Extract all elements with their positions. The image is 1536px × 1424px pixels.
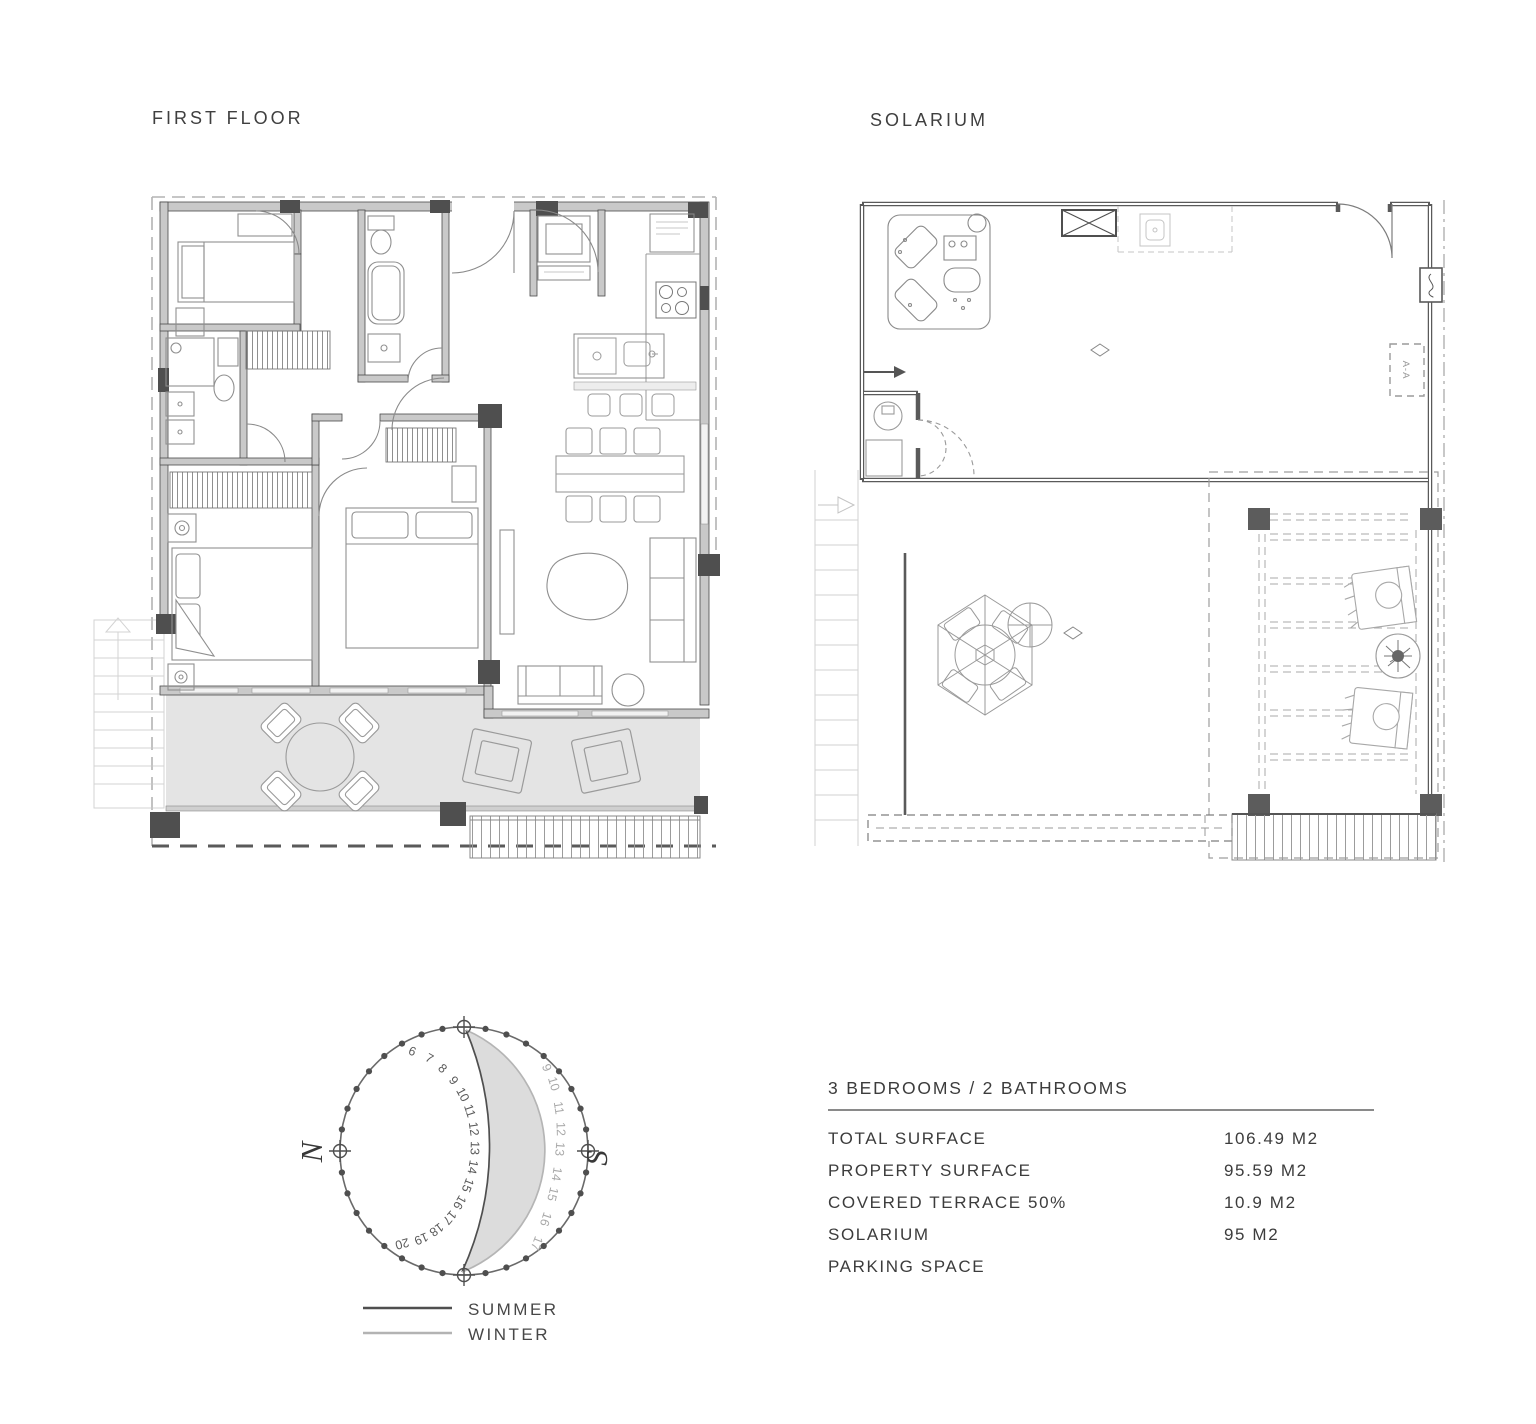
spec-row-value: 10.9 M2 <box>1224 1193 1297 1212</box>
spec-row-value: 106.49 M2 <box>1224 1129 1319 1148</box>
sun-hour-label-summer: 19 <box>412 1229 431 1248</box>
bed-icon <box>176 214 294 336</box>
sun-hour-label-winter: 13 <box>552 1141 568 1157</box>
stairs-icon <box>815 470 858 846</box>
solarium-title: SOLARIUM <box>870 110 989 130</box>
sun-hour-label-summer: 13 <box>467 1140 482 1156</box>
spec-row-label: PARKING SPACE <box>828 1257 986 1276</box>
sun-hour-label-winter: 15 <box>544 1185 562 1203</box>
bathroom-icon <box>368 216 404 362</box>
dining-table-icon <box>556 428 684 522</box>
section-marker <box>1390 344 1424 396</box>
section-marker-label: A-A <box>1400 360 1411 380</box>
sun-dot <box>583 1169 589 1175</box>
sun-dot <box>354 1086 360 1092</box>
winter-legend-label: WINTER <box>468 1325 551 1344</box>
sun-hour-label-summer: 11 <box>461 1102 479 1120</box>
sun-dot <box>568 1086 574 1092</box>
sun-hour-label-summer: 20 <box>393 1235 411 1253</box>
sofa-icon <box>650 538 696 662</box>
sun-dot <box>583 1126 589 1132</box>
entry-gap <box>452 201 514 212</box>
spec-row-value: 95.59 M2 <box>1224 1161 1308 1180</box>
sun-hour-label-summer: 16 <box>450 1192 470 1212</box>
pergola <box>1209 472 1442 858</box>
sun-diagram <box>294 1016 614 1344</box>
sun-dot <box>419 1264 425 1270</box>
sun-hour-label-winter: 10 <box>544 1075 563 1093</box>
sun-dot <box>541 1053 547 1059</box>
sun-hour-label-summer: 6 <box>406 1043 419 1060</box>
side-table-icon <box>612 674 644 706</box>
north-label: N <box>294 1141 329 1163</box>
sun-hour-label-summer: 18 <box>426 1219 447 1240</box>
bed-icon <box>168 514 312 690</box>
door-arc <box>1338 204 1392 258</box>
spec-row <box>828 1187 1374 1219</box>
sun-hour-label-winter: 9 <box>538 1061 555 1074</box>
terrace-rail <box>166 806 702 811</box>
sun-hour-label-winter: 14 <box>548 1166 565 1183</box>
spec-table-rows <box>828 1123 1374 1283</box>
sun-hour-label-winter: 12 <box>553 1121 568 1137</box>
kitchen-icons <box>574 214 700 420</box>
sun-dot <box>503 1031 509 1037</box>
spec-row-label: COVERED TERRACE 50% <box>828 1193 1067 1212</box>
bathroom-icon <box>166 338 238 444</box>
sun-hour-label-summer: 14 <box>464 1158 481 1176</box>
solarium-plan <box>815 200 1444 862</box>
washer-icon <box>538 216 590 280</box>
sun-hour-label-summer: 12 <box>465 1121 482 1137</box>
sun-hour-label-winter: 17 <box>527 1234 546 1253</box>
sun-dot <box>568 1210 574 1216</box>
deck-steps-icon <box>1232 814 1436 860</box>
bed-icon <box>346 466 478 648</box>
hex-table-icon <box>938 595 1052 715</box>
living-room-icons <box>500 530 696 706</box>
plant-icon <box>1376 634 1420 678</box>
sun-dot <box>344 1190 350 1196</box>
sun-dot <box>354 1210 360 1216</box>
first-floor-plan <box>94 197 720 858</box>
spec-row-value: 95 M2 <box>1224 1225 1280 1244</box>
sun-dot <box>381 1053 387 1059</box>
markers <box>864 344 1109 639</box>
first-floor-title: FIRST FLOOR <box>152 108 304 128</box>
sun-dot <box>366 1068 372 1074</box>
sun-hour-label-summer: 7 <box>422 1050 436 1067</box>
spec-row-label: TOTAL SURFACE <box>828 1129 987 1148</box>
sun-dot <box>482 1270 488 1276</box>
armchair-icon <box>547 553 628 620</box>
sun-dot <box>556 1228 562 1234</box>
sun-dot <box>577 1190 583 1196</box>
sun-hour-label-summer: 8 <box>435 1060 450 1076</box>
spec-row-label: SOLARIUM <box>828 1225 930 1244</box>
sun-dot <box>339 1126 345 1132</box>
stairs-icon <box>94 618 164 808</box>
sun-dot <box>482 1026 488 1032</box>
spec-row <box>828 1251 1374 1283</box>
spec-row <box>828 1155 1374 1187</box>
sun-dot <box>381 1243 387 1249</box>
summer-legend-label: SUMMER <box>468 1300 559 1319</box>
sun-hour-label-winter: 11 <box>550 1100 567 1116</box>
spec-table <box>828 1078 1374 1283</box>
spec-table-title: 3 BEDROOMS / 2 BATHROOMS <box>828 1078 1374 1111</box>
sun-dot <box>439 1026 445 1032</box>
spec-row <box>828 1219 1374 1251</box>
sun-dot <box>344 1106 350 1112</box>
windows <box>180 424 708 716</box>
spec-row <box>828 1123 1374 1155</box>
spec-row-label: PROPERTY SURFACE <box>828 1161 1032 1180</box>
deck-steps-icon <box>470 816 700 858</box>
skylight-icon <box>1062 210 1116 236</box>
sun-dot <box>577 1106 583 1112</box>
bottom-strip <box>868 815 1232 841</box>
sun-hour-label-summer: 17 <box>439 1207 460 1228</box>
sun-dot <box>399 1041 405 1047</box>
sun-dot <box>503 1264 509 1270</box>
sun-dot <box>523 1041 529 1047</box>
sun-dot <box>399 1255 405 1261</box>
spec-row-value <box>1224 1251 1374 1283</box>
counter-icon <box>1118 206 1232 252</box>
sun-dot <box>556 1068 562 1074</box>
sun-dot <box>523 1255 529 1261</box>
sun-dot <box>339 1169 345 1175</box>
sun-dot <box>419 1031 425 1037</box>
sun-dot <box>439 1270 445 1276</box>
south-label: S <box>579 1150 614 1166</box>
sun-hour-label-summer: 10 <box>453 1085 473 1105</box>
sun-hour-label-summer: 9 <box>445 1073 462 1088</box>
jacuzzi-icon <box>888 214 990 329</box>
sun-dot <box>366 1228 372 1234</box>
sun-legend <box>363 1300 559 1344</box>
sun-hour-label-winter: 16 <box>536 1210 555 1229</box>
sun-hour-label-summer: 15 <box>458 1176 477 1195</box>
